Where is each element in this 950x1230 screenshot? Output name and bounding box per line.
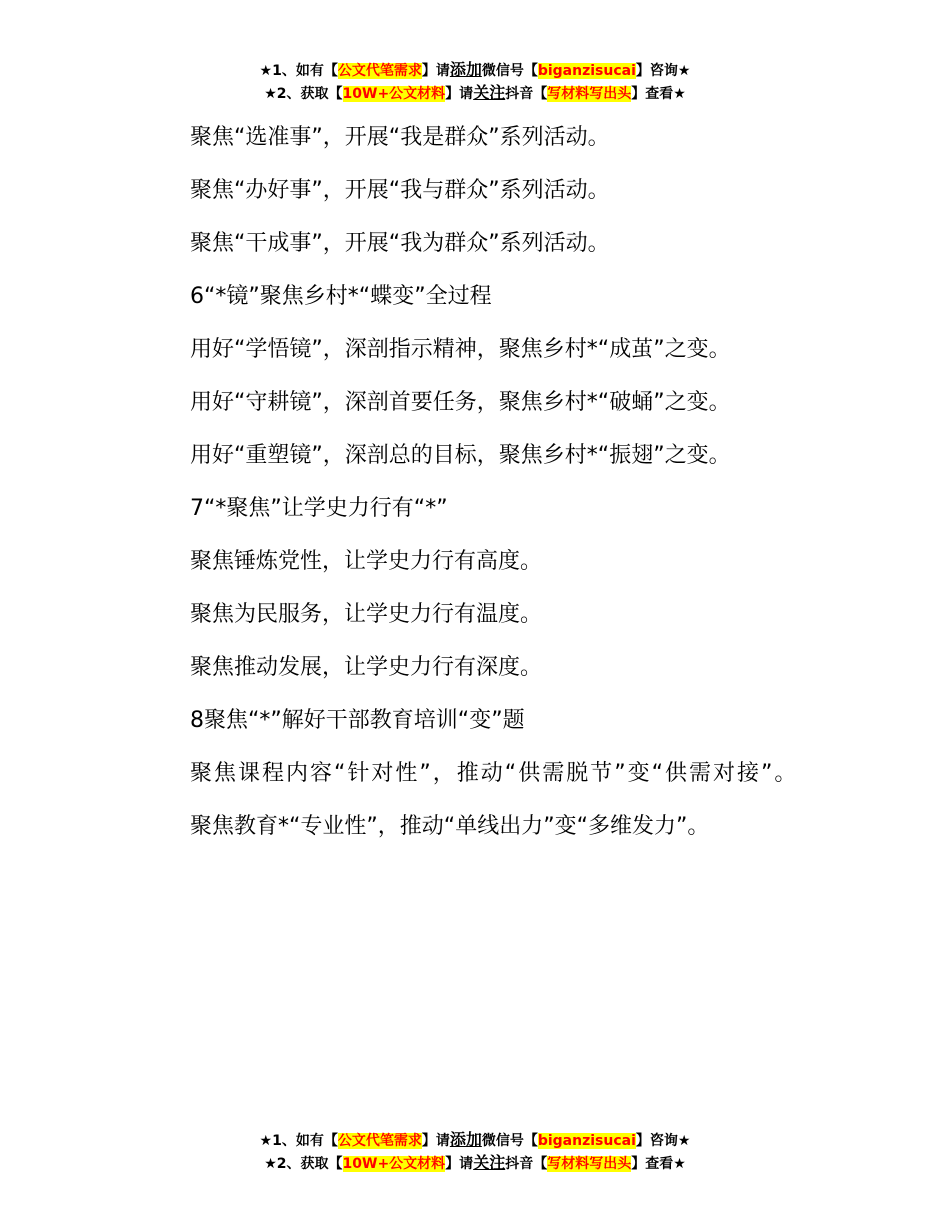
banner-highlight: 公文代笔需求	[337, 1133, 422, 1149]
paragraph: 用好“重塑镜”，深剖总的目标，聚焦乡村*“振翅”之变。	[190, 443, 731, 468]
banner-highlight: 10W+公文材料	[342, 86, 446, 102]
section-heading: 8聚焦“*”解好干部教育培训“变”题	[190, 708, 525, 733]
paragraph: 用好“守耕镜”，深剖首要任务，聚焦乡村*“破蛹”之变。	[190, 390, 731, 415]
paragraph: 聚焦锤炼党性，让学史力行有高度。	[190, 549, 543, 574]
banner-line-2	[0, 82, 950, 105]
paragraph: 聚焦为民服务，让学史力行有温度。	[190, 602, 543, 627]
banner-text: 微信号【	[481, 1133, 538, 1149]
banner-text: 】查看★	[631, 86, 686, 102]
document-body	[140, 116, 820, 858]
paragraph: 聚焦“办好事”，开展“我与群众”系列活动。	[190, 178, 610, 203]
banner-highlight: 10W+公文材料	[342, 1156, 446, 1172]
banner-text: 微信号【	[481, 63, 538, 79]
paragraph: 聚焦推动发展，让学史力行有深度。	[190, 655, 543, 680]
paragraph: 聚焦“选准事”，开展“我是群众”系列活动。	[190, 125, 610, 150]
section-heading: 6“*镜”聚焦乡村*“蝶变”全过程	[190, 284, 492, 309]
banner-underlined-text: 关注	[473, 83, 506, 102]
banner-text: 】请	[421, 63, 450, 79]
paragraph: 聚焦课程内容“针对性”，推动“供需脱节”变“供需对接”。	[190, 761, 799, 786]
banner-text: 】咨询★	[635, 1133, 691, 1149]
banner-highlight: biganzisucai	[537, 63, 636, 79]
banner-text: 抖音【	[505, 1156, 548, 1172]
banner-highlight: 写材料写出头	[547, 86, 632, 102]
banner-text: 】查看★	[631, 1156, 686, 1172]
banner-highlight: biganzisucai	[537, 1133, 636, 1149]
banner-text: 】请	[445, 86, 474, 102]
paragraph: 聚焦教育*“专业性”，推动“单线出力”变“多维发力”。	[190, 814, 710, 839]
banner-text: 】请	[445, 1156, 474, 1172]
banner-highlight: 写材料写出头	[547, 1156, 632, 1172]
banner-line-1	[0, 1129, 950, 1152]
banner-text: 抖音【	[505, 86, 548, 102]
banner-line-1	[0, 59, 950, 82]
banner-text: ★1、如有【	[259, 1133, 338, 1149]
header-banner	[0, 59, 950, 105]
banner-text: ★1、如有【	[259, 63, 338, 79]
banner-underlined-text: 关注	[473, 1153, 506, 1172]
banner-text: ★2、获取【	[264, 86, 343, 102]
banner-text: 】咨询★	[635, 63, 691, 79]
banner-line-2	[0, 1152, 950, 1175]
footer-banner	[0, 1129, 950, 1175]
banner-text: ★2、获取【	[264, 1156, 343, 1172]
section-heading: 7“*聚焦”让学史力行有“*”	[190, 496, 448, 521]
paragraph: 用好“学悟镜”，深剖指示精神，聚焦乡村*“成茧”之变。	[190, 337, 731, 362]
banner-underlined-text: 添加	[449, 60, 482, 79]
banner-highlight: 公文代笔需求	[337, 63, 422, 79]
paragraph: 聚焦“干成事”，开展“我为群众”系列活动。	[190, 231, 610, 256]
banner-underlined-text: 添加	[449, 1130, 482, 1149]
banner-text: 】请	[421, 1133, 450, 1149]
